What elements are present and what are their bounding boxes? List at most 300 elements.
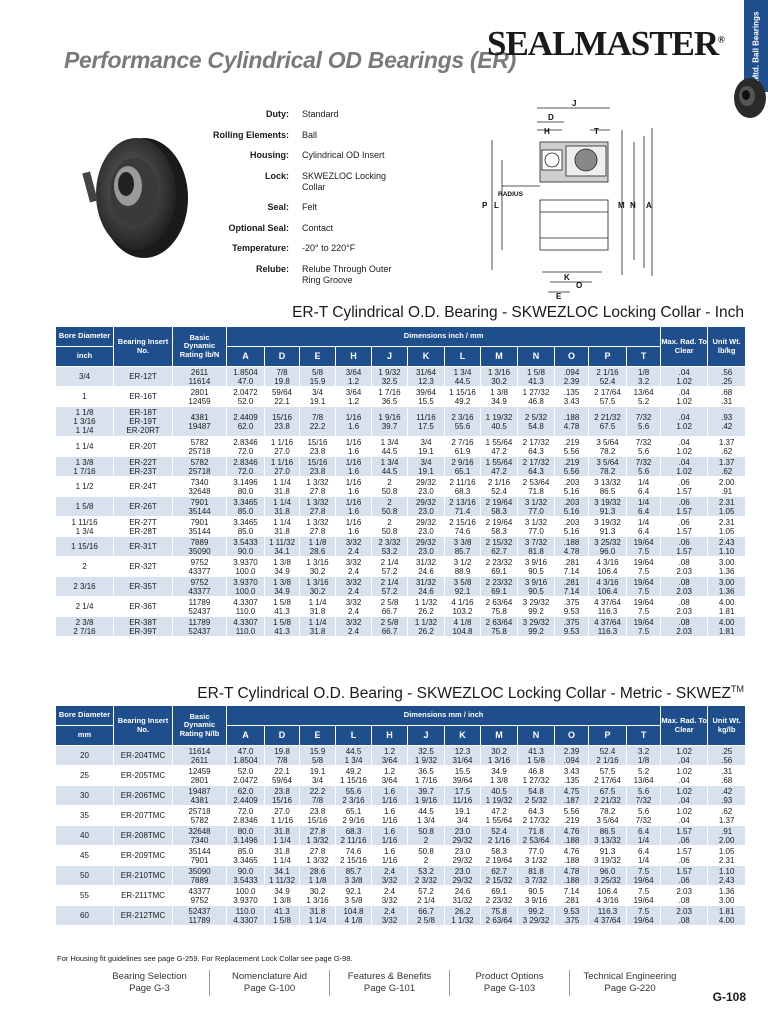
diagram-label-t: T [594, 127, 599, 136]
dim-cell-l: 2 7/16 61.9 [445, 437, 481, 457]
insert-cell: ER-18T ER-19T ER-20RT [114, 407, 173, 437]
dim-cell-k: 26.2 1 1/32 [445, 906, 481, 926]
insert-cell: ER-209TMC [114, 846, 173, 866]
diagram-label-o: O [576, 281, 583, 290]
col-header-dim-t: T [627, 726, 661, 746]
weight-cell: 2.00 .91 [708, 477, 746, 497]
dim-cell-n: 2 17/32 64.3 [518, 437, 555, 457]
table-row [56, 557, 746, 577]
col-header-dim-d: D [265, 347, 300, 367]
dim-cell-l: 3 5/8 92.1 [445, 577, 481, 597]
clear-cell: .06 1.57 [661, 477, 708, 497]
dim-cell-k: 12.3 31/64 [445, 746, 481, 766]
dim-cell-t: 19/64 7.5 [627, 577, 661, 597]
col-header-dim-o: O [555, 347, 589, 367]
dim-cell-h: 1/16 1.6 [336, 437, 372, 457]
dim-cell-h: 2.4 3/32 [372, 906, 408, 926]
spec-value: Felt [302, 202, 318, 212]
dim-cell-l: 68.3 2 11/16 [336, 826, 372, 846]
dim-cell-a: 3.3465 85.0 [227, 517, 265, 537]
clear-cell: 1.02 .04 [661, 806, 708, 826]
dim-cell-j: 2 1/4 57.2 [372, 557, 408, 577]
bore-cell: 1 1/8 1 3/16 1 1/4 [56, 407, 114, 437]
insert-cell: ER-207TMC [114, 806, 173, 826]
rating-cell: 5782 25718 [173, 457, 227, 477]
dim-cell-e: 22.2 7/8 [300, 786, 336, 806]
dim-cell-a: 3.5433 90.0 [227, 537, 265, 557]
dim-cell-a: 3.1496 80.0 [227, 477, 265, 497]
dimension-diagram [462, 100, 662, 300]
col-header-dim-h: H [336, 347, 372, 367]
dim-cell-h: 1.6 1/16 [372, 806, 408, 826]
dim-cell-h: 1/16 1.6 [336, 407, 372, 437]
dim-cell-d: 1 5/8 41.3 [265, 617, 300, 637]
dim-cell-p: 3 19/32 91.3 [589, 497, 627, 517]
dim-cell-d: 1 11/32 34.1 [265, 537, 300, 557]
dim-cell-t: 7.5 19/64 [627, 906, 661, 926]
dim-cell-h: 1/16 1.6 [336, 477, 372, 497]
bore-cell: 35 [56, 806, 114, 826]
dim-cell-d: 22.1 59/64 [265, 766, 300, 786]
rating-cell: 11614 2611 [173, 746, 227, 766]
col-header-dim-j: J [408, 726, 445, 746]
dim-cell-d: 34.1 1 11/32 [265, 866, 300, 886]
dim-cell-h: 1.6 1/16 [372, 786, 408, 806]
insert-cell: ER-212TMC [114, 906, 173, 926]
dim-cell-e: 31.8 1 1/4 [300, 906, 336, 926]
dim-cell-j: 32.5 1 9/32 [408, 746, 445, 766]
table-row [56, 437, 746, 457]
metric-bearing-table [55, 705, 746, 926]
dim-cell-p: 116.3 4 37/64 [589, 906, 627, 926]
dim-cell-j: 2 1/4 57.2 [372, 577, 408, 597]
rating-cell: 43377 9752 [173, 886, 227, 906]
table-row [56, 477, 746, 497]
spec-value: Cylindrical OD Insert [302, 150, 385, 160]
dim-cell-l: 92.1 3 5/8 [336, 886, 372, 906]
footer-link-bearing-selection[interactable] [90, 970, 210, 996]
table-row [56, 577, 746, 597]
rating-cell: 4381 19487 [173, 407, 227, 437]
dim-cell-j: 2 5/8 66.7 [372, 597, 408, 617]
dim-cell-o: .281 7.14 [555, 557, 589, 577]
dim-cell-h: 3/64 1.2 [336, 367, 372, 387]
dim-cell-o: 4.76 .188 [555, 826, 589, 846]
col-header-dim-p: P [589, 347, 627, 367]
dim-cell-m: 62.7 2 15/32 [481, 866, 518, 886]
dim-cell-k: 31/64 12.3 [408, 367, 445, 387]
col-header-dim-e: E [300, 347, 336, 367]
dim-cell-t: 19/64 7.5 [627, 597, 661, 617]
col-header-dim-a: A [227, 347, 265, 367]
dim-cell-j: 39.7 1 9/16 [408, 786, 445, 806]
clear-cell: .06 1.57 [661, 497, 708, 517]
dim-cell-k: 29/32 23.0 [408, 537, 445, 557]
dim-cell-m: 2 23/32 69.1 [481, 557, 518, 577]
table-row [56, 786, 746, 806]
bore-cell: 30 [56, 786, 114, 806]
weight-cell: 4.00 1.81 [708, 617, 746, 637]
bore-cell: 1 [56, 387, 114, 407]
bore-cell: 2 [56, 557, 114, 577]
dim-cell-j: 2 50.8 [372, 477, 408, 497]
dim-cell-j: 57.2 2 1/4 [408, 886, 445, 906]
dim-cell-e: 1 1/4 31.8 [300, 597, 336, 617]
dim-cell-d: 23.8 15/16 [265, 786, 300, 806]
spec-value: Ball [302, 129, 318, 140]
weight-cell: 1.10 2.43 [708, 866, 746, 886]
footer-link-nomenclature-aid[interactable] [210, 970, 330, 996]
dim-cell-n: 64.3 2 17/32 [518, 806, 555, 826]
dim-cell-e: 7/8 22.2 [300, 407, 336, 437]
dim-cell-h: 3/32 2.4 [336, 537, 372, 557]
bore-cell: 55 [56, 886, 114, 906]
col-header-dim-p: P [589, 726, 627, 746]
rating-cell: 7901 35144 [173, 517, 227, 537]
dim-cell-e: 1 3/32 27.8 [300, 477, 336, 497]
bore-cell: 2 3/8 2 7/16 [56, 617, 114, 637]
col-header-dimensions: Dimensions inch / mm [227, 327, 661, 347]
dim-cell-t: 5.6 7/32 [627, 806, 661, 826]
weight-cell: .25 .56 [708, 746, 746, 766]
col-header-dim-e: E [300, 726, 336, 746]
dim-cell-n: 90.5 3 9/16 [518, 886, 555, 906]
dim-cell-n: 77.0 3 1/32 [518, 846, 555, 866]
dim-cell-d: 1 3/8 34.9 [265, 577, 300, 597]
dim-cell-m: 1 55/64 47.2 [481, 457, 518, 477]
insert-cell: ER-16T [114, 387, 173, 407]
footer-link-label: Technical Engineering [583, 971, 677, 982]
clear-cell: .08 2.03 [661, 577, 708, 597]
dim-cell-l: 74.6 2 15/16 [336, 846, 372, 866]
dim-cell-k: 11/16 17.5 [408, 407, 445, 437]
dim-cell-a: 90.0 3.5433 [227, 866, 265, 886]
dim-cell-n: 99.2 3 29/32 [518, 906, 555, 926]
dim-cell-a: 110.0 4.3307 [227, 906, 265, 926]
footer-link-label: Features & Benefits [347, 971, 432, 982]
col-header-dim-t: T [627, 347, 661, 367]
dim-cell-o: .135 3.43 [555, 387, 589, 407]
dim-cell-k: 1 1/32 26.2 [408, 617, 445, 637]
dim-cell-d: 1 1/16 27.0 [265, 457, 300, 477]
dim-cell-m: 1 3/8 34.9 [481, 387, 518, 407]
dim-cell-m: 2 63/64 75.8 [481, 597, 518, 617]
dim-cell-o: 2.39 .094 [555, 746, 589, 766]
footer-link-product-options[interactable] [450, 970, 570, 996]
metric-table-title-text: ER-T Cylindrical O.D. Bearing - SKWEZLOC Locking Collar - Metric - SKWEZ [197, 685, 731, 703]
table-row [56, 906, 746, 926]
dim-cell-m: 2 19/64 58.3 [481, 497, 518, 517]
dim-cell-e: 1 3/16 30.2 [300, 577, 336, 597]
dim-cell-d: 19.8 7/8 [265, 746, 300, 766]
weight-cell: .56 .25 [708, 367, 746, 387]
rating-cell: 11789 52437 [173, 617, 227, 637]
dim-cell-m: 2 63/64 75.8 [481, 617, 518, 637]
insert-cell: ER-208TMC [114, 826, 173, 846]
dim-cell-e: 3/4 19.1 [300, 387, 336, 407]
dim-cell-n: 81.8 3 7/32 [518, 866, 555, 886]
dim-cell-e: 15.9 5/8 [300, 746, 336, 766]
dim-cell-m: 2 1/16 52.4 [481, 477, 518, 497]
spec-row-temperature [200, 243, 430, 254]
dim-cell-t: 1/4 6.4 [627, 477, 661, 497]
dim-cell-e: 15/16 23.8 [300, 457, 336, 477]
dim-cell-d: 1 1/4 31.8 [265, 477, 300, 497]
dim-cell-p: 57.5 2 17/64 [589, 766, 627, 786]
bore-cell: 1 3/8 1 7/16 [56, 457, 114, 477]
dim-cell-h: 3/32 2.4 [336, 617, 372, 637]
dim-cell-p: 2 17/64 57.5 [589, 387, 627, 407]
rating-cell: 2801 12459 [173, 387, 227, 407]
dim-cell-j: 2 5/8 66.7 [372, 617, 408, 637]
dim-cell-m: 69.1 2 23/32 [481, 886, 518, 906]
col-header-dim-m: M [481, 347, 518, 367]
clear-cell: 1.02 .04 [661, 786, 708, 806]
dim-cell-t: 3.2 1/8 [627, 746, 661, 766]
insert-cell: ER-206TMC [114, 786, 173, 806]
clear-cell: 1.57 .06 [661, 866, 708, 886]
dim-cell-h: 1/16 1.6 [336, 517, 372, 537]
dim-cell-j: 2 3/32 53.2 [372, 537, 408, 557]
dim-cell-n: 3 7/32 81.8 [518, 537, 555, 557]
rating-cell: 12459 2801 [173, 766, 227, 786]
rating-cell: 2611 11614 [173, 367, 227, 387]
col-header-dimensions: Dimensions mm / inch [227, 706, 661, 726]
dim-cell-e: 27.8 1 3/32 [300, 826, 336, 846]
dim-cell-p: 4 37/64 116.3 [589, 617, 627, 637]
insert-cell: ER-205TMC [114, 766, 173, 786]
table-row [56, 407, 746, 437]
insert-cell: ER-12T [114, 367, 173, 387]
footer-link-page: Page G-220 [604, 983, 656, 994]
dim-cell-j: 50.8 2 [408, 846, 445, 866]
dim-cell-k: 17.5 11/16 [445, 786, 481, 806]
footer-link-label: Product Options [475, 971, 544, 982]
dim-cell-m: 2 23/32 69.1 [481, 577, 518, 597]
dim-cell-j: 1 3/4 44.5 [372, 437, 408, 457]
dim-cell-t: 7.5 19/64 [627, 886, 661, 906]
dim-cell-l: 2 9/16 65.1 [445, 457, 481, 477]
dim-cell-t: 7/32 5.6 [627, 457, 661, 477]
dim-cell-a: 100.0 3.9370 [227, 886, 265, 906]
col-header-dim-a: A [227, 726, 265, 746]
dim-cell-p: 86.5 3 13/32 [589, 826, 627, 846]
dim-cell-t: 13/64 5.2 [627, 387, 661, 407]
dim-cell-l: 44.5 1 3/4 [336, 746, 372, 766]
bearing-thumbnail-image [720, 72, 768, 124]
clear-cell: .04 1.02 [661, 457, 708, 477]
dim-cell-m: 58.3 2 19/64 [481, 846, 518, 866]
dim-cell-k: 31/32 24.6 [408, 577, 445, 597]
bore-cell: 2 1/4 [56, 597, 114, 617]
dim-cell-h: 3/32 2.4 [336, 597, 372, 617]
dim-cell-m: 34.9 1 3/8 [481, 766, 518, 786]
table-row [56, 617, 746, 637]
spec-label: Optional Seal: [228, 222, 289, 233]
insert-cell: ER-20T [114, 437, 173, 457]
dim-cell-h: 3/32 2.4 [336, 557, 372, 577]
insert-cell: ER-38T ER-39T [114, 617, 173, 637]
dim-cell-p: 3 5/64 78.2 [589, 437, 627, 457]
bore-cell: 50 [56, 866, 114, 886]
dim-cell-m: 1 3/16 30.2 [481, 367, 518, 387]
dim-cell-p: 2 21/32 67.5 [589, 407, 627, 437]
col-header-weight: Unit Wt. kg/lb [708, 706, 746, 746]
bore-cell: 45 [56, 846, 114, 866]
weight-cell: .91 2.00 [708, 826, 746, 846]
dim-cell-d: 27.0 1 1/16 [265, 806, 300, 826]
dim-cell-t: 19/64 7.5 [627, 537, 661, 557]
dim-cell-n: 46.8 1 27/32 [518, 766, 555, 786]
dim-cell-e: 1 1/4 31.8 [300, 617, 336, 637]
dim-cell-o: .094 2.39 [555, 367, 589, 387]
rating-cell: 7340 32648 [173, 477, 227, 497]
clear-cell: .04 1.02 [661, 367, 708, 387]
dim-cell-a: 3.9370 100.0 [227, 577, 265, 597]
dim-cell-l: 3 1/2 88.9 [445, 557, 481, 577]
insert-cell: ER-36T [114, 597, 173, 617]
dim-cell-l: 2 11/16 68.3 [445, 477, 481, 497]
insert-cell: ER-24T [114, 477, 173, 497]
col-header-insert: Bearing Insert No. [114, 327, 173, 367]
dim-cell-t: 19/64 7.5 [627, 557, 661, 577]
insert-cell: ER-210TMC [114, 866, 173, 886]
dim-cell-o: .188 4.78 [555, 537, 589, 557]
dim-cell-l: 4 1/8 104.8 [445, 617, 481, 637]
dim-cell-o: 4.76 .188 [555, 846, 589, 866]
metric-table-title [0, 684, 744, 703]
dim-cell-a: 2.4409 62.0 [227, 407, 265, 437]
dim-cell-a: 47.0 1.8504 [227, 746, 265, 766]
weight-cell: 1.37 .62 [708, 457, 746, 477]
bore-cell: 20 [56, 746, 114, 766]
spec-label: Duty: [266, 109, 289, 119]
table-row [56, 886, 746, 906]
dim-cell-d: 1 1/4 31.8 [265, 517, 300, 537]
diagram-label-h: H [544, 127, 550, 136]
table-row [56, 517, 746, 537]
weight-cell: 1.36 3.00 [708, 886, 746, 906]
dim-cell-n: 3 9/16 90.5 [518, 577, 555, 597]
footer-nav [90, 970, 690, 996]
footer-link-technical-engineering[interactable] [570, 970, 690, 996]
diagram-label-k: K [564, 273, 570, 282]
dim-cell-j: 36.5 1 7/16 [408, 766, 445, 786]
dim-cell-k: 29/32 23.0 [408, 477, 445, 497]
col-header-clear: Max. Rad. To Clear [661, 327, 708, 367]
dim-cell-p: 2 1/16 52.4 [589, 367, 627, 387]
table-row [56, 367, 746, 387]
table-row [56, 597, 746, 617]
col-header-dim-l: L [336, 726, 372, 746]
dim-cell-o: 4.75 .187 [555, 786, 589, 806]
diagram-label-m: M [618, 201, 625, 210]
dim-cell-p: 106.4 4 3/16 [589, 886, 627, 906]
table-row [56, 537, 746, 557]
dim-cell-d: 34.9 1 3/8 [265, 886, 300, 906]
dim-cell-e: 27.8 1 3/32 [300, 846, 336, 866]
spec-value: Relube Through Outer Ring Groove [302, 263, 392, 285]
dim-cell-h: 2.4 3/32 [372, 886, 408, 906]
rating-cell: 35144 7901 [173, 846, 227, 866]
dim-cell-n: 2 53/64 71.8 [518, 477, 555, 497]
dim-cell-t: 19/64 7.5 [627, 617, 661, 637]
clear-cell: .06 1.57 [661, 517, 708, 537]
dim-cell-o: .188 4.78 [555, 407, 589, 437]
dim-cell-h: 1/16 1.6 [336, 457, 372, 477]
dim-cell-l: 49.2 1 15/16 [336, 766, 372, 786]
clear-cell: 1.02 .04 [661, 766, 708, 786]
dim-cell-m: 1 19/32 40.5 [481, 407, 518, 437]
dim-cell-o: .203 5.16 [555, 497, 589, 517]
dim-cell-l: 65.1 2 9/16 [336, 806, 372, 826]
dim-cell-a: 72.0 2.8346 [227, 806, 265, 826]
diagram-label-j: J [572, 100, 577, 108]
inch-table-title: ER-T Cylindrical O.D. Bearing - SKWEZLOC Locking Collar - Inch [292, 304, 744, 321]
dim-cell-h: 1.6 1/16 [372, 846, 408, 866]
dim-cell-m: 40.5 1 19/32 [481, 786, 518, 806]
rating-cell: 11789 52437 [173, 597, 227, 617]
dim-cell-a: 3.3465 85.0 [227, 497, 265, 517]
bore-cell: 40 [56, 826, 114, 846]
dim-cell-n: 3 1/32 77.0 [518, 497, 555, 517]
rating-cell: 32648 7340 [173, 826, 227, 846]
diagram-label-l: L [494, 201, 499, 210]
clear-cell: 1.57 .06 [661, 826, 708, 846]
dim-cell-d: 41.3 1 5/8 [265, 906, 300, 926]
rating-cell: 7901 35144 [173, 497, 227, 517]
bore-cell: 3/4 [56, 367, 114, 387]
diagram-label-radius: RADIUS [498, 191, 523, 198]
registered-mark: ® [718, 34, 725, 45]
col-header-bore: Bore Diameter [56, 706, 114, 726]
footer-link-page: Page G-3 [129, 983, 170, 994]
col-header-rating: Basic Dynamic Rating N/lb [173, 706, 227, 746]
spec-value: Contact [302, 222, 334, 233]
bore-cell: 25 [56, 766, 114, 786]
dim-cell-t: 5.6 7/32 [627, 786, 661, 806]
weight-cell: 3.00 1.36 [708, 557, 746, 577]
dim-cell-l: 2 15/16 74.6 [445, 517, 481, 537]
dim-cell-h: 3/64 1.2 [336, 387, 372, 407]
rating-cell: 7889 35090 [173, 537, 227, 557]
spec-value: Standard [302, 109, 339, 119]
inch-bearing-table [55, 326, 746, 637]
rating-cell: 52437 11789 [173, 906, 227, 926]
diagram-label-n: N [630, 201, 636, 210]
dim-cell-p: 67.5 2 21/32 [589, 786, 627, 806]
dim-cell-n: 3 1/32 77.0 [518, 517, 555, 537]
clear-cell: 2.03 .08 [661, 886, 708, 906]
bore-cell: 1 1/4 [56, 437, 114, 457]
dim-cell-p: 3 25/32 96.0 [589, 537, 627, 557]
dim-cell-o: 4.78 .188 [555, 866, 589, 886]
footer-link-features-benefits[interactable] [330, 970, 450, 996]
table-row [56, 806, 746, 826]
spec-label: Housing: [250, 150, 289, 160]
dim-cell-a: 62.0 2.4409 [227, 786, 265, 806]
dim-cell-n: 2 17/32 64.3 [518, 457, 555, 477]
dim-cell-m: 30.2 1 3/16 [481, 746, 518, 766]
brand-logo [487, 24, 725, 64]
weight-cell: 3.00 1.36 [708, 577, 746, 597]
page-number: G-108 [712, 990, 746, 1004]
dim-cell-n: 1 27/32 46.8 [518, 387, 555, 407]
dim-cell-m: 75.8 2 63/64 [481, 906, 518, 926]
dim-cell-t: 7/32 5.6 [627, 437, 661, 457]
dim-cell-p: 91.3 3 19/32 [589, 846, 627, 866]
dim-cell-n: 3 29/32 99.2 [518, 597, 555, 617]
